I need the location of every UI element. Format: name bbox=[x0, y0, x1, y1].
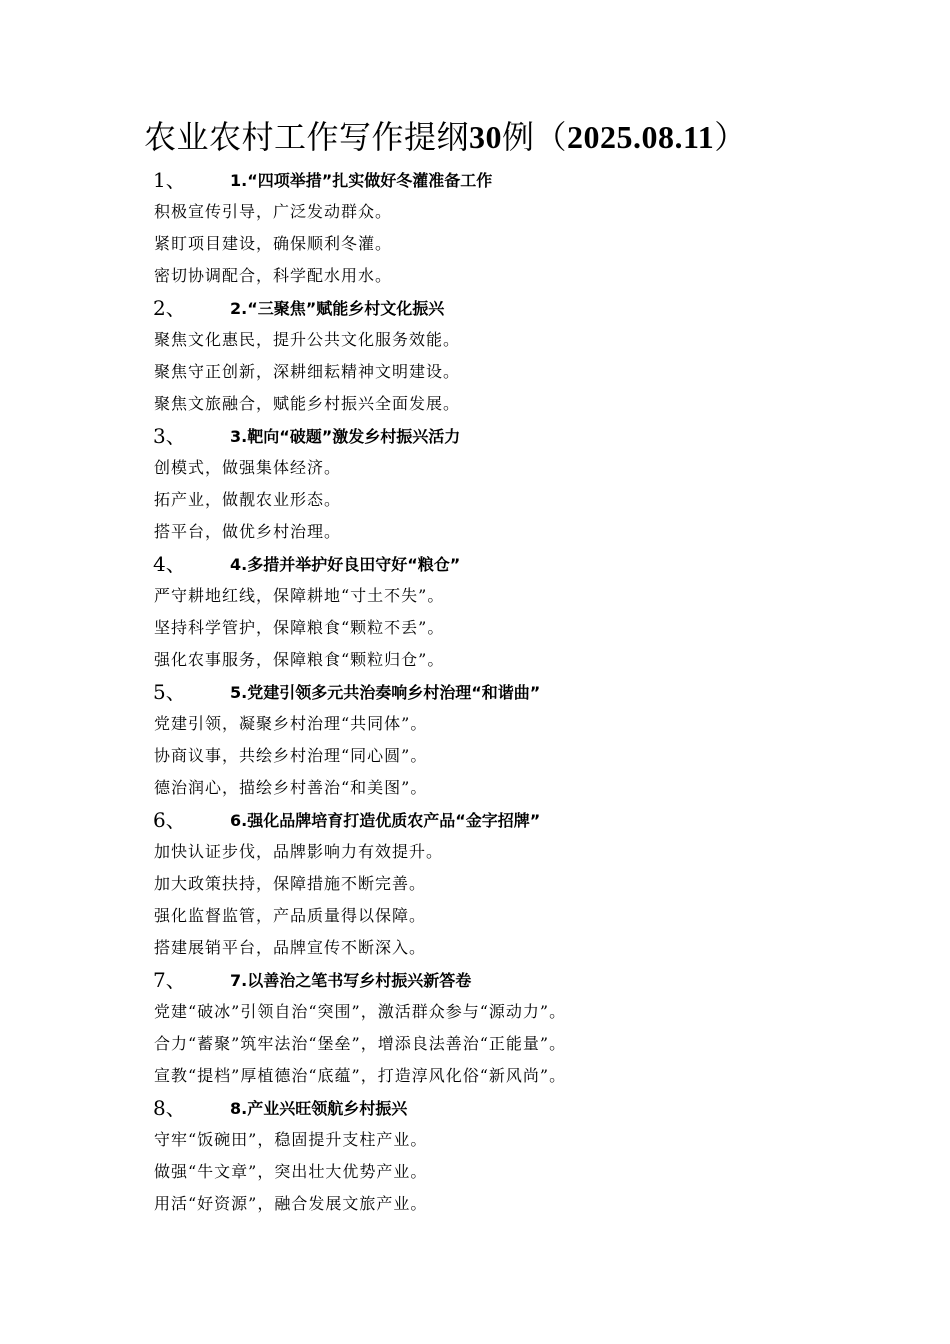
section-header bbox=[0, 964, 950, 996]
outline-section bbox=[0, 964, 950, 1092]
outline-point: 坚持科学管护，保障粮食“颗粒不丢”。 bbox=[154, 618, 445, 637]
outline-point: 聚焦守正创新，深耕细耘精神文明建设。 bbox=[154, 362, 461, 381]
outline-point: 用活“好资源”，融合发展文旅产业。 bbox=[154, 1194, 428, 1213]
outline-point: 创模式，做强集体经济。 bbox=[154, 458, 342, 477]
section-header bbox=[0, 804, 950, 836]
outline-point: 做强“牛文章”，突出壮大优势产业。 bbox=[154, 1162, 428, 1181]
outline-section bbox=[0, 1092, 950, 1220]
outline-point: 德治润心，描绘乡村善治“和美图”。 bbox=[154, 778, 428, 797]
title-suffix: 例（ bbox=[502, 118, 568, 156]
outline-point: 强化监督监管，产品质量得以保障。 bbox=[154, 906, 427, 925]
outline-point: 搭平台，做优乡村治理。 bbox=[154, 522, 342, 541]
outline-section bbox=[0, 548, 950, 676]
section-number: 7、 bbox=[153, 968, 186, 992]
section-heading: 2.“三聚焦”赋能乡村文化振兴 bbox=[230, 299, 445, 318]
section-number: 1、 bbox=[153, 168, 186, 192]
outline-point: 加快认证步伐，品牌影响力有效提升。 bbox=[154, 842, 444, 861]
outline-point: 党建“破冰”引领自治“突围”，激活群众参与“源动力”。 bbox=[154, 1002, 567, 1021]
title-main: 农业农村工作写作提纲 bbox=[144, 118, 470, 156]
section-heading: 8.产业兴旺领航乡村振兴 bbox=[230, 1099, 408, 1118]
section-heading: 5.党建引领多元共治奏响乡村治理“和谐曲” bbox=[230, 683, 541, 702]
section-header bbox=[0, 548, 950, 580]
section-heading: 1.“四项举措”扎实做好冬灌准备工作 bbox=[230, 171, 493, 190]
section-number: 4、 bbox=[153, 552, 186, 576]
section-number: 6、 bbox=[153, 808, 186, 832]
outline-point: 聚焦文旅融合，赋能乡村振兴全面发展。 bbox=[154, 394, 461, 413]
outline-point: 合力“蓄聚”筑牢法治“堡垒”，增添良法善治“正能量”。 bbox=[154, 1034, 567, 1053]
title-date: 2025.08.11 bbox=[567, 119, 715, 155]
section-header bbox=[0, 164, 950, 196]
document-title bbox=[144, 114, 747, 160]
outline-point: 积极宣传引导，广泛发动群众。 bbox=[154, 202, 393, 221]
outline-section bbox=[0, 164, 950, 292]
section-heading: 3.靶向“破题”激发乡村振兴活力 bbox=[230, 427, 461, 446]
outline-section bbox=[0, 804, 950, 964]
section-heading: 7.以善治之笔书写乡村振兴新答卷 bbox=[230, 971, 472, 990]
section-number: 2、 bbox=[153, 296, 186, 320]
section-heading: 4.多措并举护好良田守好“粮仓” bbox=[230, 555, 461, 574]
outline-point: 宣教“提档”厚植德治“底蕴”，打造淳风化俗“新风尚”。 bbox=[154, 1066, 567, 1085]
outline-section bbox=[0, 420, 950, 548]
outline-point: 拓产业，做靓农业形态。 bbox=[154, 490, 342, 509]
section-header bbox=[0, 420, 950, 452]
section-header bbox=[0, 1092, 950, 1124]
section-number: 5、 bbox=[153, 680, 186, 704]
section-list bbox=[0, 164, 950, 1220]
outline-point: 严守耕地红线，保障耕地“寸土不失”。 bbox=[154, 586, 445, 605]
title-close: ） bbox=[714, 118, 747, 156]
title-count: 30 bbox=[469, 119, 503, 155]
outline-point: 强化农事服务，保障粮食“颗粒归仓”。 bbox=[154, 650, 445, 669]
section-number: 3、 bbox=[153, 424, 186, 448]
section-heading: 6.强化品牌培育打造优质农产品“金字招牌” bbox=[230, 811, 541, 830]
outline-point: 协商议事，共绘乡村治理“同心圆”。 bbox=[154, 746, 428, 765]
outline-point: 守牢“饭碗田”，稳固提升支柱产业。 bbox=[154, 1130, 428, 1149]
outline-section bbox=[0, 292, 950, 420]
section-header bbox=[0, 292, 950, 324]
outline-point: 聚焦文化惠民，提升公共文化服务效能。 bbox=[154, 330, 461, 349]
outline-point: 加大政策扶持，保障措施不断完善。 bbox=[154, 874, 427, 893]
section-number: 8、 bbox=[153, 1096, 186, 1120]
outline-point: 密切协调配合，科学配水用水。 bbox=[154, 266, 393, 285]
outline-point: 搭建展销平台，品牌宣传不断深入。 bbox=[154, 938, 427, 957]
outline-point: 紧盯项目建设，确保顺利冬灌。 bbox=[154, 234, 393, 253]
section-header bbox=[0, 676, 950, 708]
outline-point: 党建引领，凝聚乡村治理“共同体”。 bbox=[154, 714, 428, 733]
outline-section bbox=[0, 676, 950, 804]
